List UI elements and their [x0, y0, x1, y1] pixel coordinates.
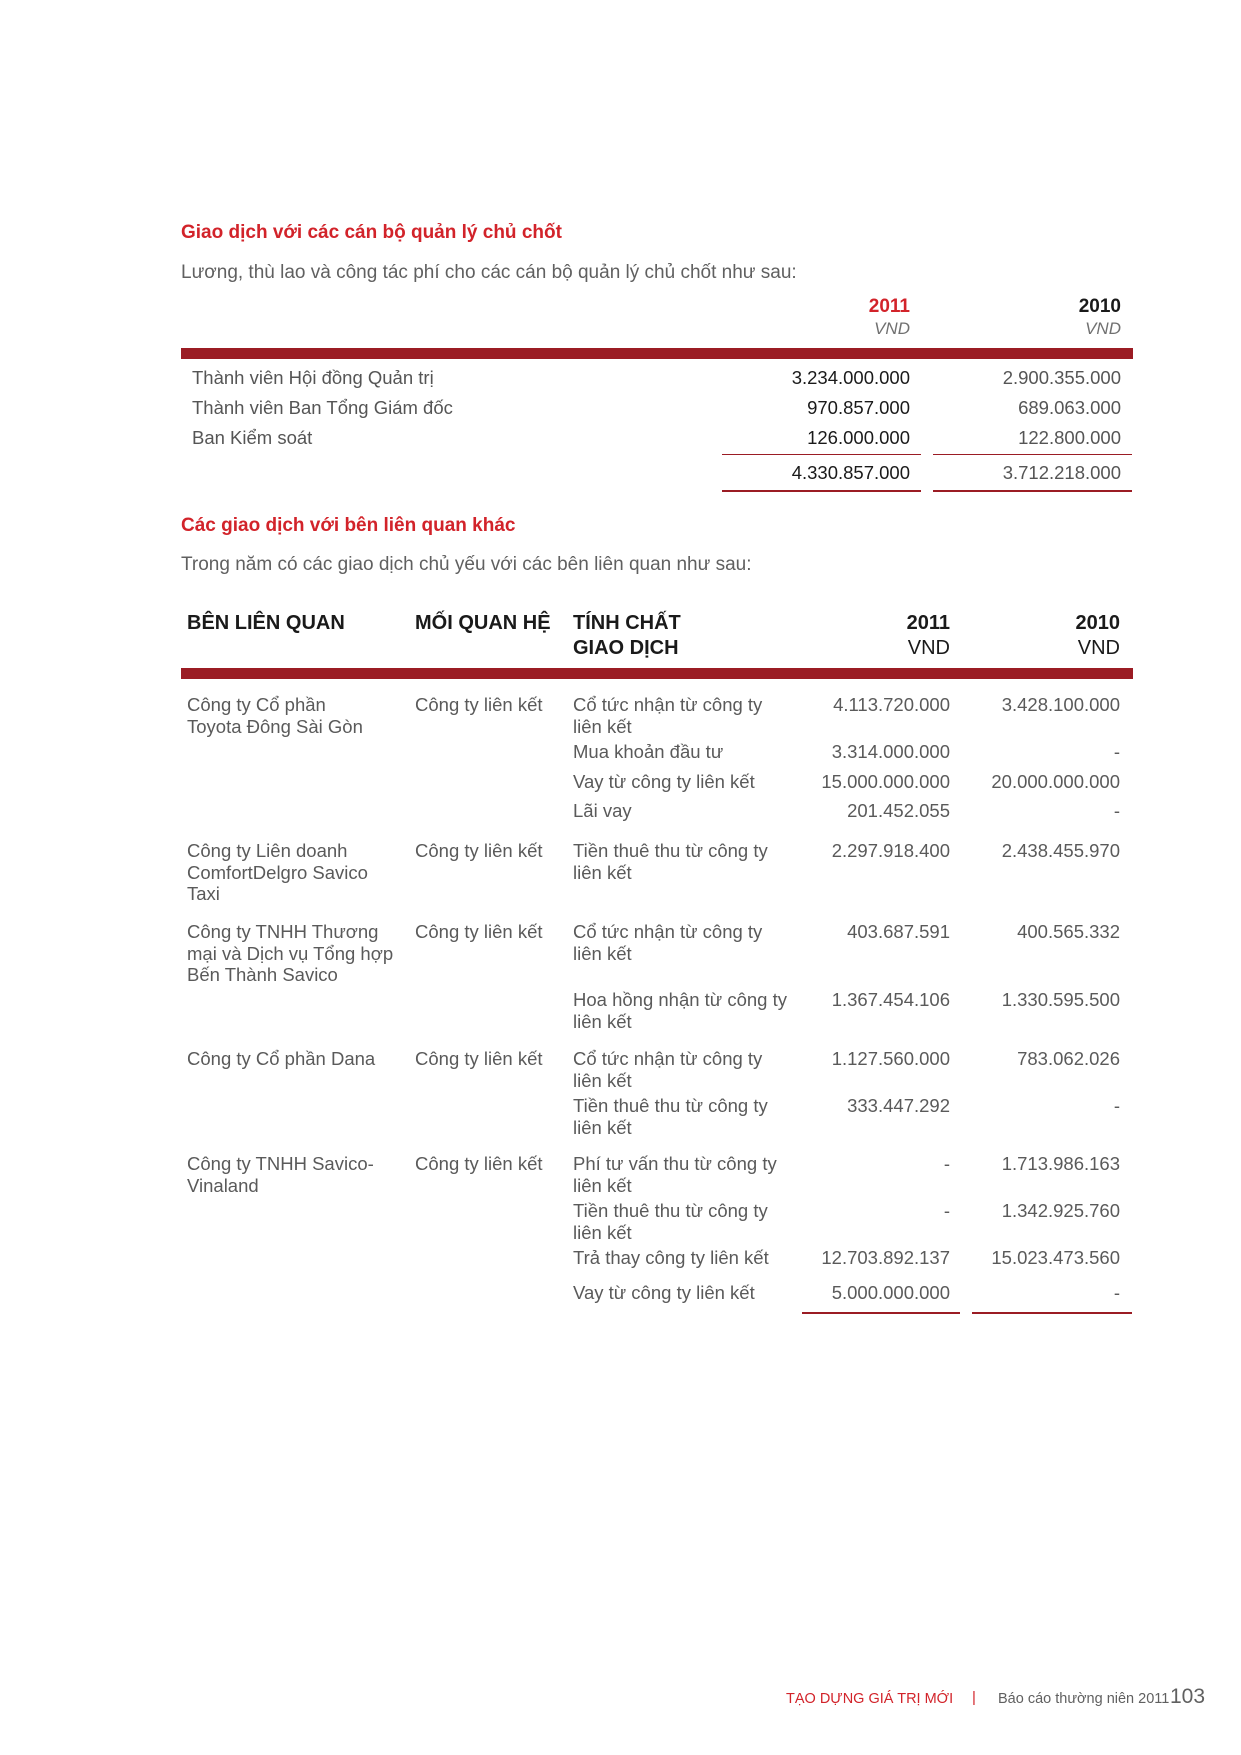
- subtotal-rule-2011: [722, 454, 921, 455]
- column-header-2010: 2010: [1078, 296, 1121, 317]
- value-2010: 783.062.026: [1017, 1048, 1120, 1069]
- transaction-nature: Tiền thuê thu từ công ty liên kết: [573, 840, 768, 883]
- subtotal-rule-2010: [933, 454, 1132, 455]
- value-2011: 333.447.292: [847, 1095, 950, 1116]
- value-2010: 1.713.986.163: [1001, 1153, 1120, 1174]
- transaction-nature: Lãi vay: [573, 800, 632, 821]
- party-name: Công ty Cổ phần Dana: [187, 1048, 376, 1069]
- value-2011: 201.452.055: [847, 800, 950, 821]
- transaction-nature: Vay từ công ty liên kết: [573, 1282, 755, 1303]
- unit-label-2011: VND: [907, 637, 950, 659]
- column-header-nature-line1: TÍNH CHẤT: [573, 612, 681, 634]
- value-2010: 1.330.595.500: [1001, 989, 1120, 1010]
- row-value-2011: 126.000.000: [807, 427, 910, 448]
- party-name: Công ty Cổ phần Toyota Đông Sài Gòn: [187, 694, 363, 737]
- table-header-bar: [181, 668, 1133, 679]
- value-2011: 2.297.918.400: [831, 840, 950, 861]
- unit-label-2010: VND: [1085, 319, 1121, 338]
- section-intro-related-parties: Trong năm có các giao dịch chủ yếu với các bên liên quan như sau:: [181, 554, 752, 575]
- table-header-bar: [181, 348, 1133, 359]
- transaction-nature: Vay từ công ty liên kết: [573, 771, 755, 792]
- party-name: Công ty TNHH Thương mại và Dịch vụ Tổng hợp Bến Thành Savico: [187, 921, 394, 985]
- closing-rule-2011: [802, 1312, 960, 1314]
- value-2011: 403.687.591: [847, 921, 950, 942]
- total-2011: 4.330.857.000: [791, 462, 910, 483]
- value-2010: -: [1113, 1282, 1120, 1303]
- transaction-nature: Tiền thuê thu từ công ty liên kết: [573, 1095, 768, 1138]
- value-2010: -: [1113, 741, 1120, 762]
- transaction-nature: Cổ tức nhận từ công ty liên kết: [573, 921, 763, 964]
- closing-rule-2010: [972, 1312, 1132, 1314]
- section-intro-key-management: Lương, thù lao và công tác phí cho các cán bộ quản lý chủ chốt như sau:: [181, 262, 797, 283]
- total-rule-2010: [933, 490, 1132, 492]
- value-2010: 2.438.455.970: [1001, 840, 1120, 861]
- value-2010: 1.342.925.760: [1001, 1200, 1120, 1221]
- transaction-nature: Phí tư vấn thu từ công ty liên kết: [573, 1153, 777, 1196]
- value-2010: -: [1113, 1095, 1120, 1116]
- value-2010: 20.000.000.000: [991, 771, 1120, 792]
- section-heading-key-management: Giao dịch với các cán bộ quản lý chủ chốt: [181, 222, 562, 243]
- value-2011: 3.314.000.000: [831, 741, 950, 762]
- transaction-nature: Tiền thuê thu từ công ty liên kết: [573, 1200, 768, 1243]
- row-label: Thành viên Hội đồng Quản trị: [192, 367, 434, 388]
- value-2011: 1.127.560.000: [831, 1048, 950, 1069]
- relation: Công ty liên kết: [415, 1048, 543, 1069]
- column-header-nature: [573, 611, 681, 661]
- value-2011: -: [943, 1153, 950, 1174]
- value-2010: -: [1113, 800, 1120, 821]
- column-header-nature-line2: GIAO DỊCH: [573, 637, 679, 659]
- total-2010: 3.712.218.000: [1002, 462, 1121, 483]
- party-name: Công ty Liên doanh ComfortDelgro Savico Taxi: [187, 840, 368, 904]
- transaction-nature: Mua khoản đầu tư: [573, 741, 724, 762]
- row-label: Ban Kiểm soát: [192, 427, 313, 448]
- footer-separator: |: [972, 1689, 976, 1706]
- column-header-party: BÊN LIÊN QUAN: [187, 612, 345, 634]
- unit-label-2011: VND: [874, 319, 910, 338]
- row-value-2010: 122.800.000: [1018, 427, 1121, 448]
- transaction-nature: Hoa hồng nhận từ công ty liên kết: [573, 989, 787, 1032]
- column-header-relation: MỐI QUAN HỆ: [415, 612, 551, 634]
- footer-slogan: TẠO DỰNG GIÁ TRỊ MỚI: [786, 1691, 954, 1707]
- column-header-2011: 2011: [906, 612, 950, 634]
- value-2011: 1.367.454.106: [831, 989, 950, 1010]
- relation: Công ty liên kết: [415, 921, 543, 942]
- transaction-nature: Cổ tức nhận từ công ty liên kết: [573, 694, 763, 737]
- row-value-2010: 2.900.355.000: [1002, 367, 1121, 388]
- unit-label-2010: VND: [1077, 637, 1120, 659]
- value-2011: 5.000.000.000: [831, 1282, 950, 1303]
- row-value-2011: 3.234.000.000: [791, 367, 910, 388]
- relation: Công ty liên kết: [415, 694, 543, 715]
- footer-report-title: Báo cáo thường niên 2011: [998, 1691, 1170, 1707]
- total-rule-2011: [722, 490, 921, 492]
- column-header-2010: 2010: [1075, 612, 1120, 634]
- party-name: Công ty TNHH Savico-Vinaland: [187, 1153, 374, 1196]
- value-2010: 3.428.100.000: [1001, 694, 1120, 715]
- relation: Công ty liên kết: [415, 840, 543, 861]
- page-number: 103: [1170, 1685, 1206, 1708]
- row-label: Thành viên Ban Tổng Giám đốc: [192, 397, 453, 418]
- row-value-2010: 689.063.000: [1018, 397, 1121, 418]
- transaction-nature: Trả thay công ty liên kết: [573, 1247, 769, 1268]
- value-2011: -: [943, 1200, 950, 1221]
- column-header-2011: 2011: [868, 296, 910, 317]
- value-2011: 15.000.000.000: [821, 771, 950, 792]
- value-2010: 15.023.473.560: [991, 1247, 1120, 1268]
- value-2010: 400.565.332: [1017, 921, 1120, 942]
- transaction-nature: Cổ tức nhận từ công ty liên kết: [573, 1048, 763, 1091]
- value-2011: 4.113.720.000: [833, 694, 950, 715]
- section-heading-related-parties: Các giao dịch với bên liên quan khác: [181, 515, 516, 536]
- relation: Công ty liên kết: [415, 1153, 543, 1174]
- value-2011: 12.703.892.137: [821, 1247, 950, 1268]
- row-value-2011: 970.857.000: [807, 397, 910, 418]
